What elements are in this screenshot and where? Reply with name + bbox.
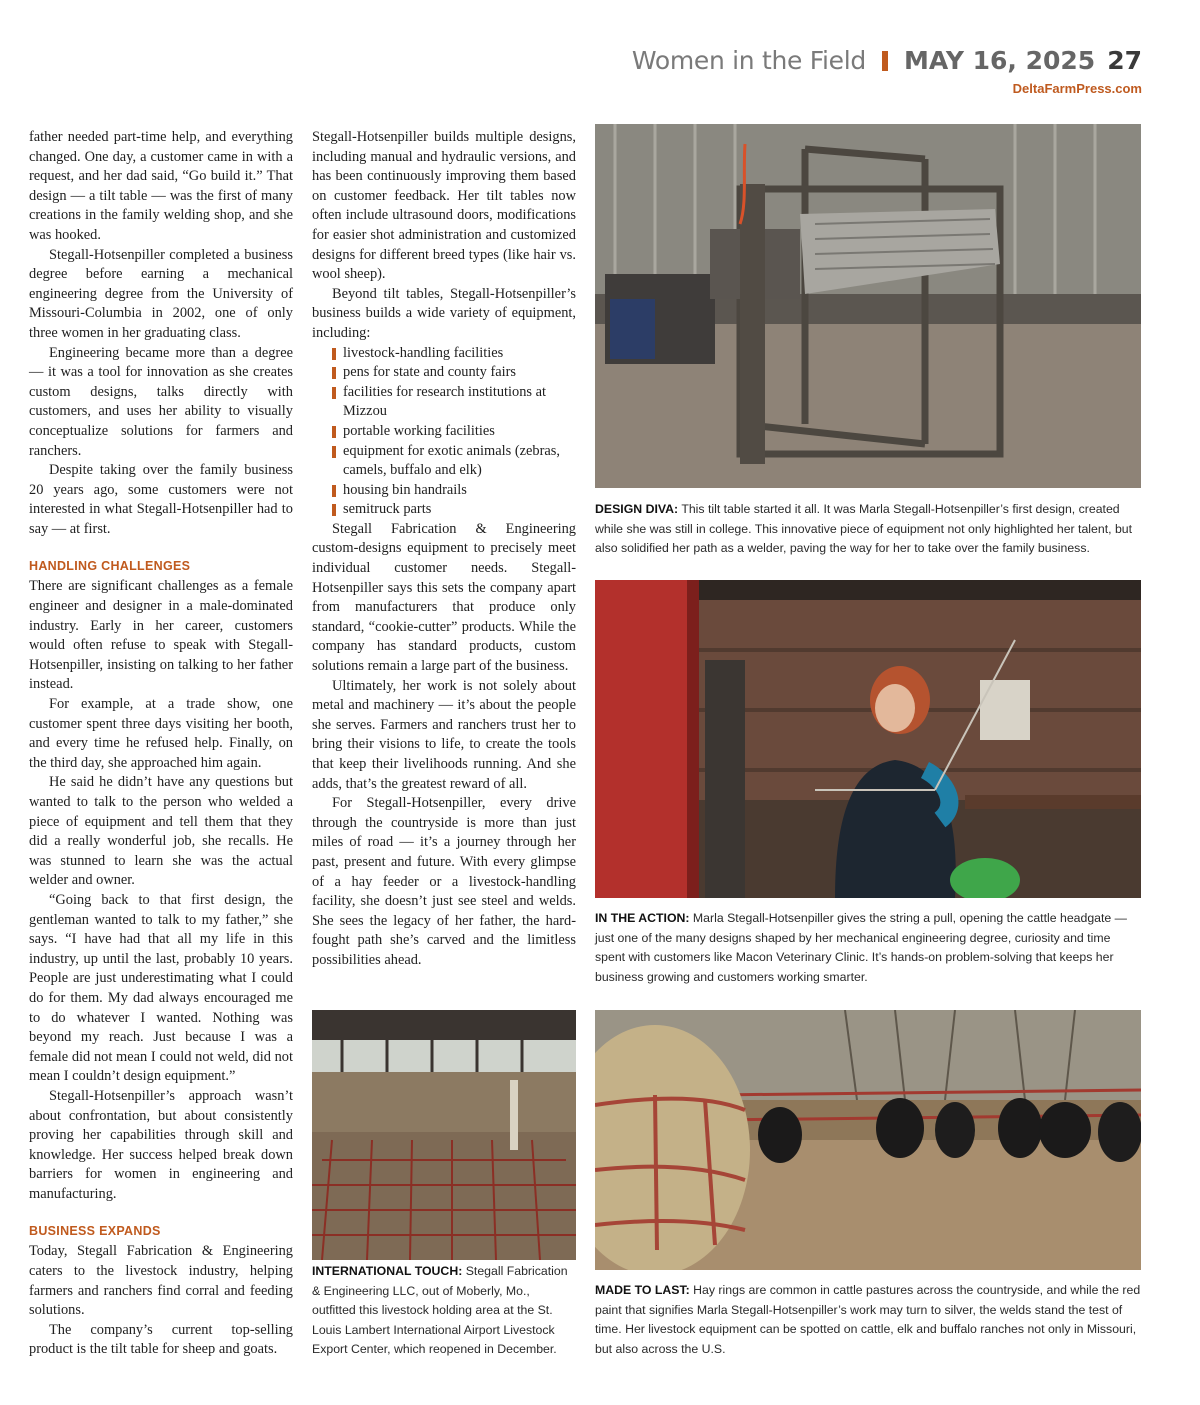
caption-text: This tilt table started it all. It was Marla Stegall-Hotsenpiller’s first design, created while she was still in college. This innovative piece of equipment not only highlighted her talent, but also solidified her path as a welder, paving the way for her to take over the family business. [595,502,1133,555]
paragraph: “Going back to that first design, the gentleman wanted to talk to my father,” she says. “I have had that all my life in this industry, up until the last, probably 10 years. People are just underestimating what I could do for them. My dad always encouraged me to do whatever I wanted. Nothing was beyond my reach. Just because I was a female did not mean I could not weld, did not mean I couldn’t design equipment.” [29,891,293,1085]
paragraph: Stegall-Hotsenpiller builds multiple designs, including manual and hydraulic versions, and has been continuously improving them based on customer feedback. Her tilt tables now often include ultrasound doors, modifications for easier shot administration and customized designs for different breed types (like hair vs. wool sheep). [312,129,576,283]
caption-text: Marla Stegall-Hotsenpiller gives the string a pull, opening the cattle headgate — just one of the many designs shaped by her mechanical engineering degree, curiosity and time spent with customers like Macon Veterinary Clinic. It’s hands-on problem-solving that keeps her business growing and customers working smarter. [595,911,1127,984]
list-item: livestock-handling facilities [332,344,576,364]
list-item: portable working facilities [332,422,576,442]
article-column-1 [29,128,293,1360]
paragraph: Engineering became more than a degree — it was a tool for innovation as she creates custom designs, talks directly with customers, and uses her ability to visually conceptualize solutions for farmers and ranchers. [29,344,293,459]
list-item: equipment for exotic animals (zebras, camels, buffalo and elk) [332,442,576,481]
section-heading-handling-challenges: HANDLING CHALLENGES [29,559,191,574]
hay-ring-cattle-photo [595,1010,1141,1270]
in-the-action-caption [595,909,1141,987]
international-touch-caption [312,1262,576,1360]
paragraph: He said he didn’t have any questions but wanted to talk to the person who welded a piece of equipment and tell them that they did a really wonderful job, she recalls. He was stunned to learn she was the actual welder and owner. [29,774,293,889]
livestock-holding-area-photo [312,1010,576,1260]
paragraph: father needed part-time help, and everything changed. One day, a customer came in with a request, and her dad said, “Go build it.” That design — a tilt table — was the first of many creations in the family welding shop, and she was hooked. [29,129,293,243]
caption-label: MADE TO LAST: [595,1283,690,1297]
issue-date: MAY 16, 2025 [903,46,1096,75]
caption-label: DESIGN DIVA: [595,502,679,516]
header-line [632,44,1142,78]
list-item: facilities for research institutions at Mizzou [332,383,576,422]
paragraph: Ultimately, her work is not solely about metal and machinery — it’s about the people she serves. Farmers and ranchers trust her to bring their visions to life, to create the tools that keep their livelihoods running. And she adds, that’s the greatest reward of all. [312,677,576,792]
caption-label: INTERNATIONAL TOUCH: [312,1264,463,1278]
paragraph: Stegall-Hotsenpiller’s approach wasn’t about confrontation, but about consistently proving her capabilities through skill and knowledge. Her success helped break down barriers for women in engineering and manufacturing. [29,1087,293,1202]
paragraph: Stegall-Hotsenpiller completed a business degree before earning a mechanical engineering degree from the University of Missouri-Columbia in 2002, one of only three women in her graduating class. [29,246,293,341]
paragraph: For example, at a trade show, one customer spent three days visiting her booth, and every time he refused help. Finally, on the third day, she approached him again. [29,696,293,771]
caption-text: Stegall Fabrication & Engineering LLC, out of Moberly, Mo., outfitted this livestock holding area at the St. Louis Lambert International Airport Livestock Export Center, which reopened in December. [312,1264,568,1356]
page-number: 27 [1107,46,1142,75]
list-item: housing bin handrails [332,481,576,501]
tilt-table-photo [595,124,1141,488]
site-url: DeltaFarmPress.com [1012,81,1142,96]
made-to-last-caption [595,1281,1141,1359]
article-column-2 [312,128,576,971]
equipment-list [312,344,576,520]
caption-text: Hay rings are common in cattle pastures across the countryside, and while the red paint that signifies Marla Stegall-Hotsenpiller’s work may turn to silver, the welds stand the test of time. Her livestock equipment can be spotted on cattle, elk and buffalo ranches not only in Missouri, but also across the U.S. [595,1283,1141,1356]
list-item: pens for state and county fairs [332,363,576,383]
paragraph: There are significant challenges as a female engineer and designer in a male-dominated industry. Early in her career, customers would often refuse to speak with Stegall-Hotsenpiller, insisting on talking to her father instead. [29,578,293,693]
page-header [632,44,1142,96]
paragraph: Today, Stegall Fabrication & Engineering caters to the livestock industry, helping farmers and ranchers find corral and feeding solutions. [29,1243,293,1319]
section-heading-business-expands: BUSINESS EXPANDS [29,1224,161,1239]
paragraph: Beyond tilt tables, Stegall-Hotsenpiller’s business builds a wide variety of equipment, including: [312,285,576,341]
caption-label: IN THE ACTION: [595,911,690,925]
paragraph: For Stegall-Hotsenpiller, every drive through the countryside is more than just miles of road — it’s a journey through her past, present and future. With every glimpse of a hay feeder or a livestock-handling facility, she doesn’t just see steel and welds. She sees the legacy of her father, the hard-fought path she’s carved and the limitless possibilities ahead. [312,795,576,968]
paragraph: Despite taking over the family business 20 years ago, some customers were not interested in what Stegall-Hotsenpiller had to say — at first. [29,462,293,537]
list-item: semitruck parts [332,500,576,520]
design-diva-caption [595,500,1141,559]
header-separator [882,51,888,71]
headgate-operator-photo [595,580,1141,898]
paragraph: The company’s current top-selling product is the tilt table for sheep and goats. [29,1321,293,1358]
paragraph: Stegall Fabrication & Engineering custom-designs equipment to precisely meet individual customer needs. Stegall-Hotsenpiller says this sets the company apart from manufacturers that produce only standard, “cookie-cutter” products. While the company has standard products, custom solutions remain a large part of the business. [312,520,576,675]
section-name: Women in the Field [631,46,866,75]
